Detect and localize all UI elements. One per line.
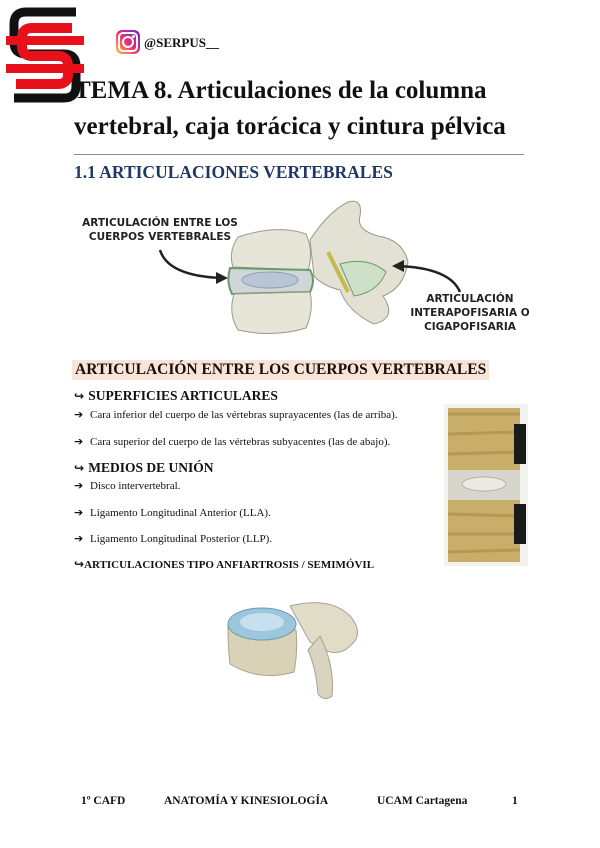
list-item: ➔ Ligamento Longitudinal Anterior (LLA). <box>74 506 271 519</box>
subheading-medios <box>74 460 214 476</box>
instagram-icon <box>116 30 140 54</box>
page-title: TEMA 8. Articulaciones de la columna vertebral, caja torácica y cintura pélvica <box>74 77 506 140</box>
page-number: 1 <box>512 795 518 807</box>
medios-label: MEDIOS DE UNIÓN <box>88 460 214 475</box>
superficies-label: SUPERFICIES ARTICULARES <box>88 388 278 403</box>
vertebra-section-photo <box>444 404 528 566</box>
footer-university: UCAM Cartagena <box>377 795 468 807</box>
subheading-superficies <box>74 388 278 404</box>
list-item: ➔ Disco intervertebral. <box>74 479 181 492</box>
serpus-logo <box>6 6 84 104</box>
hook-arrow-icon: ↪ <box>74 557 85 571</box>
articulation-type: ↪ARTICULACIONES TIPO ANFIARTROSIS / SEMIMÓVIL <box>74 557 375 571</box>
hook-arrow-icon: ↪ <box>74 461 89 475</box>
list-item: ➔ Ligamento Longitudinal Posterior (LLP). <box>74 532 273 545</box>
lumbar-vertebra-illustration <box>220 586 370 706</box>
arrow-right-icon: ➔ <box>74 408 84 421</box>
arrow-right-icon: ➔ <box>74 435 84 448</box>
instagram-handle: @SERPUS__ <box>144 35 219 50</box>
figure-label-interapofisaria: ARTICULACIÓN INTERAPOFISARIA O CIGAPOFISARIA <box>410 293 530 333</box>
figure-label-cuerpos: ARTICULACIÓN ENTRE LOS CUERPOS VERTEBRALES <box>82 217 238 243</box>
title-divider <box>74 154 524 155</box>
arrow-right-icon: ➔ <box>74 532 84 545</box>
section-heading-cuerpos: ARTICULACIÓN ENTRE LOS CUERPOS VERTEBRALES <box>72 360 489 380</box>
arrow-right-icon: ➔ <box>74 506 84 519</box>
list-item: ➔ Cara superior del cuerpo de las vértebras subyacentes (las de abajo). <box>74 435 391 448</box>
section-heading-vertebrales: 1.1 ARTICULACIONES VERTEBRALES <box>74 162 393 182</box>
arrow-right-icon: ➔ <box>74 479 84 492</box>
footer-course: 1º CAFD <box>81 795 126 807</box>
hook-arrow-icon: ↪ <box>74 389 89 403</box>
page-footer <box>0 795 600 813</box>
footer-subject: ANATOMÍA Y KINESIOLOGÍA <box>164 795 329 807</box>
list-item: ➔ Cara inferior del cuerpo de las vértebras suprayacentes (las de arriba). <box>74 408 398 421</box>
